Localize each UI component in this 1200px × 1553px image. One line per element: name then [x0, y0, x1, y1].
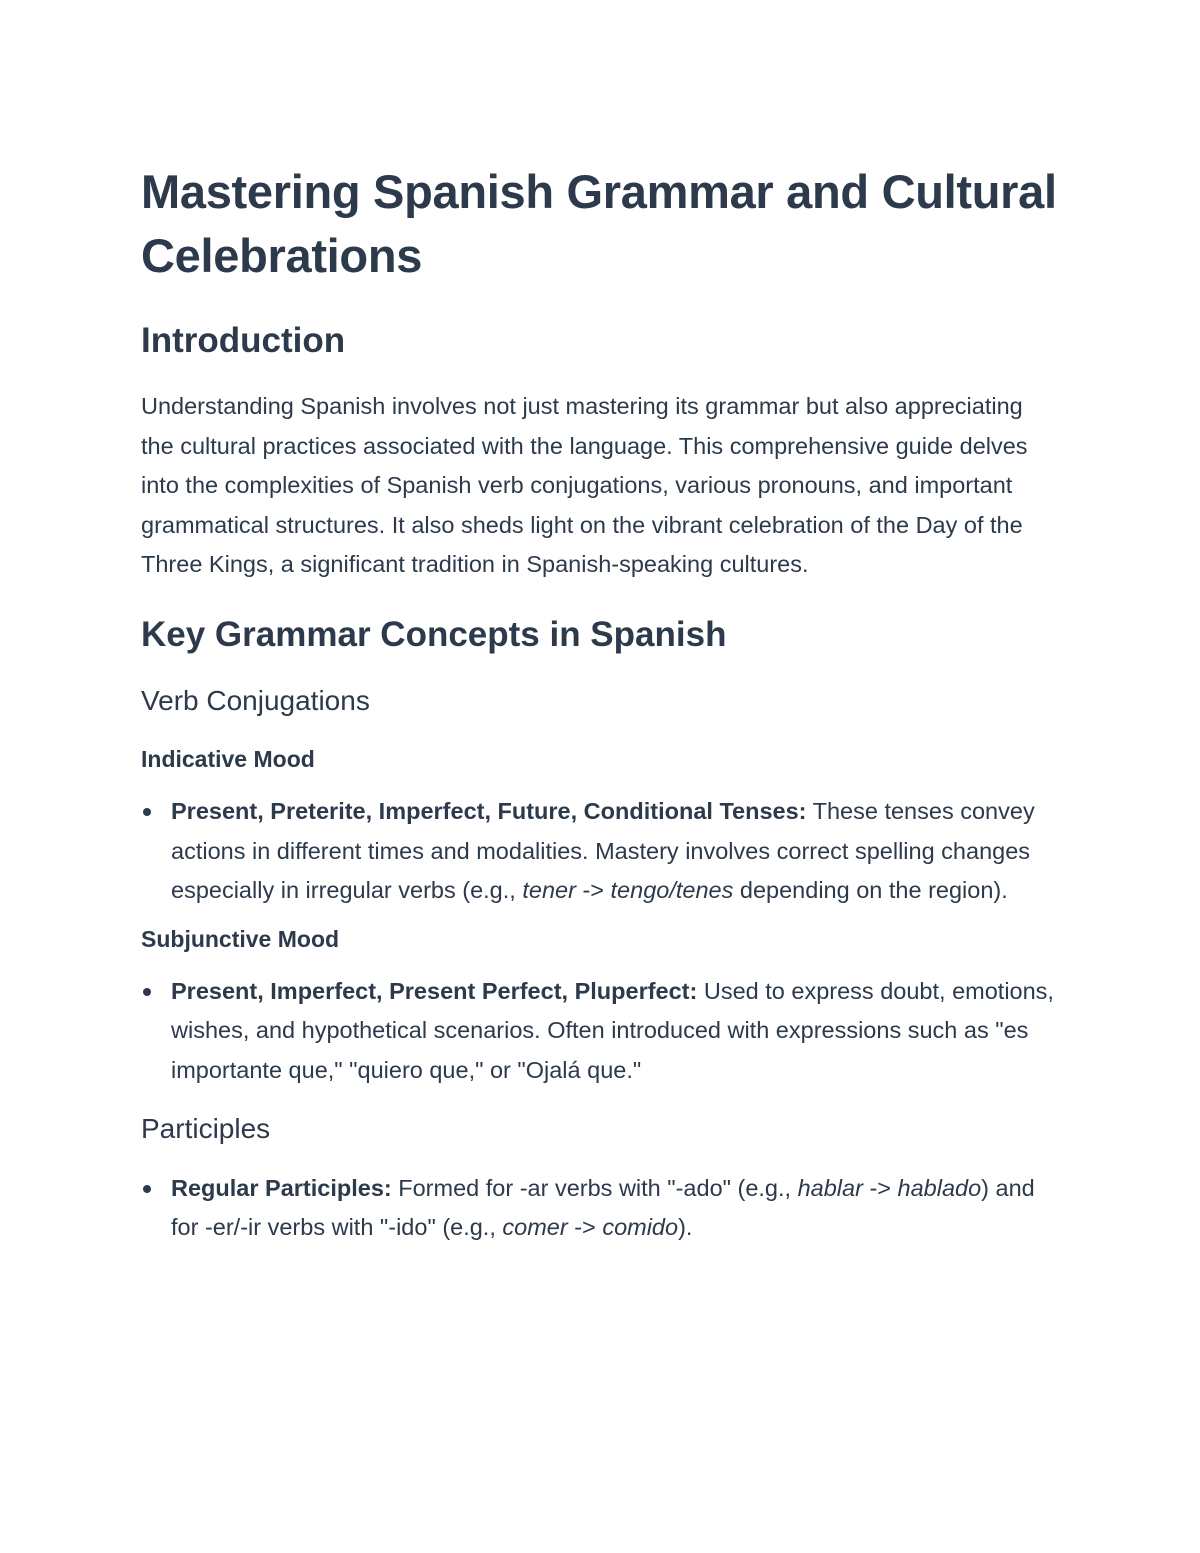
example-word: hablado	[897, 1174, 982, 1201]
list-item	[141, 792, 1061, 911]
item-text: ->	[567, 1214, 603, 1241]
document-title: Mastering Spanish Grammar and Cultural Celebrations	[141, 165, 1057, 282]
item-text: Used to express doubt, emotions, wishes, and hypothetical scenarios. Often introduced with expressions such as "es importante que," "quiero que," or "Ojalá que."	[171, 977, 1054, 1083]
example-word: tenes	[675, 877, 734, 904]
verb-conjugations-heading: Verb Conjugations	[141, 684, 370, 716]
introduction-heading: Introduction	[141, 321, 346, 360]
example-word: comer	[502, 1214, 568, 1241]
participles-list	[141, 1169, 1061, 1248]
item-text: depending on the region).	[733, 877, 1008, 904]
item-text: ) and for -er/-ir verbs with "-ido" (e.g.,	[171, 1174, 1035, 1241]
document-page	[141, 160, 1061, 1248]
subjunctive-mood-heading: Subjunctive Mood	[141, 925, 340, 952]
bullet-icon	[143, 988, 151, 996]
introduction-paragraph: Understanding Spanish involves not just mastering its grammar but also appreciating the cultural practices associated with the language. This comprehensive guide delves into the complexities of Spanish verb conjugations, various pronouns, and important grammatical structures. It also sheds light on the vibrant celebration of the Day of the Three Kings, a significant tradition in Spanish-speaking cultures.	[141, 393, 1028, 578]
item-text: ->	[862, 1174, 898, 1201]
indicative-mood-heading: Indicative Mood	[141, 745, 315, 772]
item-label: Regular Participles:	[171, 1174, 392, 1201]
example-word: tener	[522, 877, 576, 904]
example-word: hablar	[797, 1174, 863, 1201]
subjunctive-list	[141, 972, 1061, 1091]
indicative-list	[141, 792, 1061, 911]
item-text: These tenses convey actions in different times and modalities. Mastery involves correct spelling changes especially in irregular verbs (e.g.,	[171, 797, 1035, 904]
list-item	[141, 1169, 1061, 1248]
item-text: Formed for -ar verbs with "-ado" (e.g.,	[391, 1174, 798, 1201]
list-item	[141, 972, 1061, 1091]
item-text: ->	[575, 877, 611, 904]
bullet-icon	[143, 1185, 151, 1193]
item-text: ).	[678, 1214, 693, 1241]
item-text: /	[669, 877, 676, 904]
item-label: Present, Preterite, Imperfect, Future, Conditional Tenses:	[171, 797, 807, 824]
example-word: comido	[602, 1214, 679, 1241]
item-label: Present, Imperfect, Present Perfect, Pluperfect:	[171, 977, 698, 1004]
grammar-section-heading: Key Grammar Concepts in Spanish	[141, 614, 727, 654]
participles-heading: Participles	[141, 1112, 271, 1144]
bullet-icon	[143, 808, 151, 816]
example-word: tengo	[610, 877, 670, 904]
